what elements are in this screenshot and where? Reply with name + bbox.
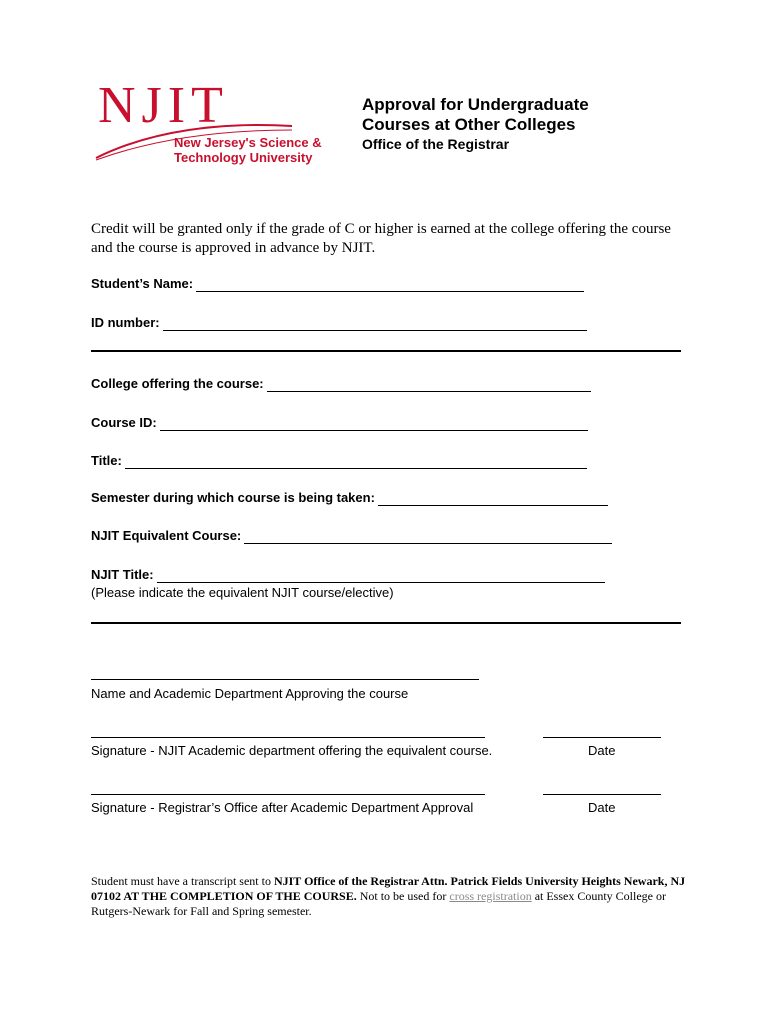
title-label: Title: xyxy=(91,453,122,468)
logo-wordmark: NJIT xyxy=(98,77,229,134)
dept-signature-label: Signature - NJIT Academic department offering the equivalent course. xyxy=(91,743,493,758)
form-title-line-1: Approval for Undergraduate xyxy=(362,95,589,114)
course-id-field[interactable] xyxy=(91,411,588,431)
student-name-field[interactable] xyxy=(91,272,584,292)
footer-suffix: at Essex County College or Rutgers-Newark for Fall and Spring semester. xyxy=(91,889,667,918)
njit-equivalent-field[interactable] xyxy=(91,524,612,544)
registrar-signature-line[interactable] xyxy=(91,794,485,795)
student-name-input-line[interactable] xyxy=(196,277,584,292)
id-number-label: ID number: xyxy=(91,315,160,330)
form-title-line-2: Courses at Other Colleges xyxy=(362,115,576,134)
registrar-signature-label: Signature - Registrar’s Office after Academic Department Approval xyxy=(91,800,474,815)
dept-date-label: Date xyxy=(588,743,616,758)
footer-instructions xyxy=(91,874,691,919)
title-field[interactable] xyxy=(91,449,587,469)
semester-label: Semester during which course is being taken: xyxy=(91,490,375,505)
approver-label: Name and Academic Department Approving the course xyxy=(91,686,409,701)
approver-signature-line[interactable] xyxy=(91,679,479,680)
footer-middle: Not to be used for xyxy=(356,889,450,903)
title-input-line[interactable] xyxy=(125,454,587,469)
intro-text: Credit will be granted only if the grade of C or higher is earned at the college offering the course and the course is approved in advance by NJIT. xyxy=(91,221,671,256)
njit-equivalent-input-line[interactable] xyxy=(244,529,612,544)
id-number-field[interactable] xyxy=(91,311,587,331)
registrar-date-label: Date xyxy=(588,800,616,815)
dept-date-line[interactable] xyxy=(543,737,661,738)
cross-registration-link[interactable]: cross registration xyxy=(449,889,532,903)
logo-tagline-1: New Jersey's Science & xyxy=(174,135,322,150)
college-label: College offering the course: xyxy=(91,376,264,391)
equivalent-note: (Please indicate the equivalent NJIT course/elective) xyxy=(91,585,394,600)
njit-logo xyxy=(92,77,332,170)
njit-title-label: NJIT Title: xyxy=(91,567,154,582)
section-divider-1 xyxy=(91,350,681,352)
course-id-input-line[interactable] xyxy=(160,416,588,431)
dept-signature-line[interactable] xyxy=(91,737,485,738)
section-divider-2 xyxy=(91,622,681,624)
college-field[interactable] xyxy=(91,372,591,392)
footer-address: NJIT Office of the Registrar Attn. Patrick Fields University Heights Newark, NJ 07102 AT THE COMPLETION OF THE COURSE. xyxy=(91,874,686,903)
logo-tagline-2: Technology University xyxy=(174,150,313,165)
course-id-label: Course ID: xyxy=(91,415,157,430)
registrar-date-line[interactable] xyxy=(543,794,661,795)
college-input-line[interactable] xyxy=(267,377,591,392)
njit-title-input-line[interactable] xyxy=(157,568,605,583)
id-number-input-line[interactable] xyxy=(163,316,587,331)
semester-field[interactable] xyxy=(91,486,608,506)
njit-title-field[interactable] xyxy=(91,563,605,583)
footer-prefix: Student must have a transcript sent to xyxy=(91,874,274,888)
semester-input-line[interactable] xyxy=(378,491,608,506)
office-name: Office of the Registrar xyxy=(362,136,510,152)
njit-equivalent-label: NJIT Equivalent Course: xyxy=(91,528,242,543)
student-name-label: Student’s Name: xyxy=(91,276,194,291)
